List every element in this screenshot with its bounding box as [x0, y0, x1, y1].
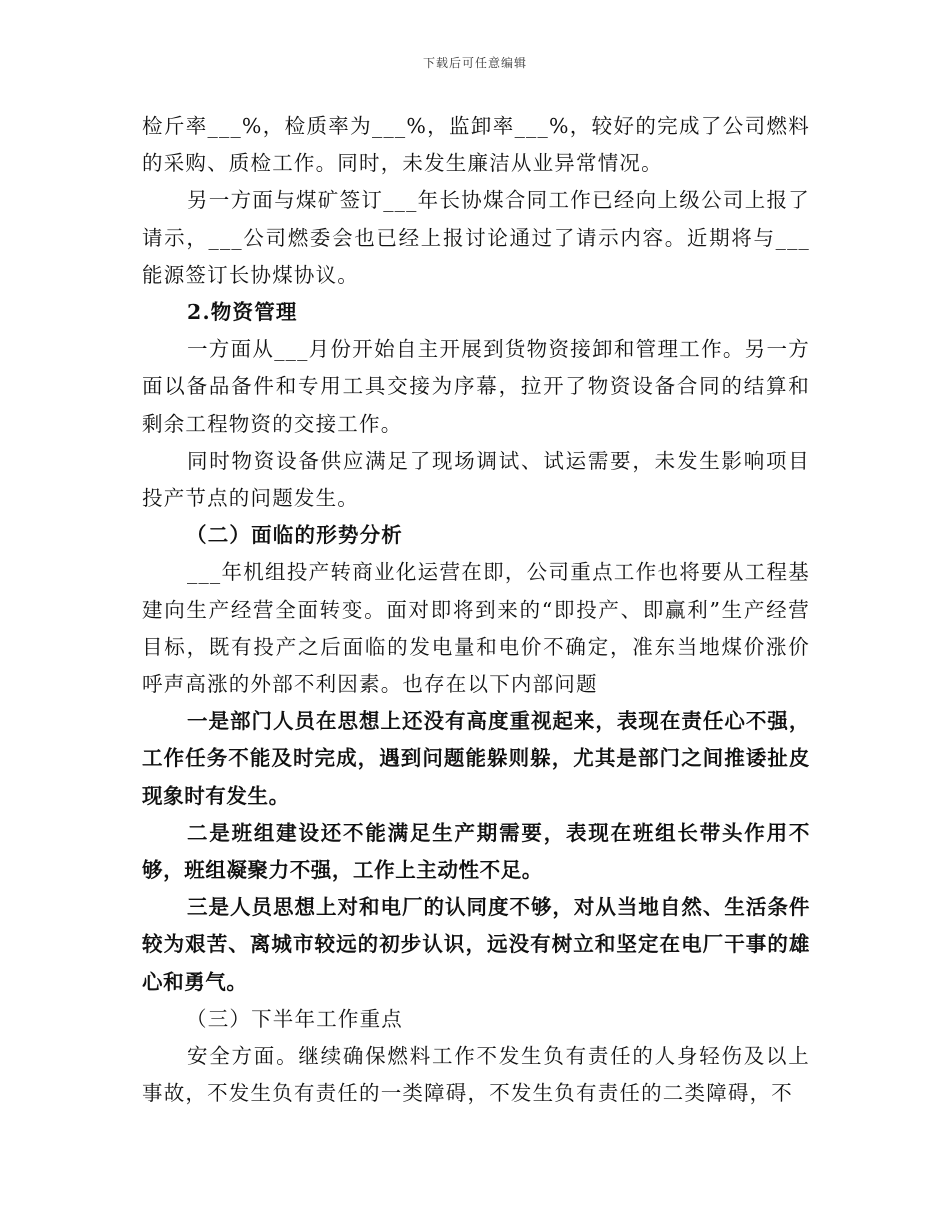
- paragraph-fuel-inspection-rates: 检斤率___%，检质率为___%，监卸率___%，较好的完成了公司燃料的采购、质检工作。同时，未发生廉洁从业异常情况。: [142, 114, 810, 176]
- paragraph-safety-focus: 安全方面。继续确保燃料工作不发生负有责任的人身轻伤及以上事故，不发生负有责任的一类障碍，不发生负有责任的二类障碍，不: [142, 1044, 810, 1106]
- section-heading-situation-analysis: （二）面临的形势分析: [186, 523, 403, 548]
- paragraph-issue-two: 二是班组建设还不能满足生产期需要，表现在班组长带头作用不够，班组凝聚力不强，工作上主动性不足。: [142, 820, 810, 883]
- page-header: 下载后可任意编辑: [422, 56, 527, 70]
- document-body: [142, 108, 810, 1112]
- paragraph-situation-overview: ___年机组投产转商业化运营在即，公司重点工作也将要从工程基建向生产经营全面转变。面对即将到来的“即投产、即赢利”生产经营目标，既有投产之后面临的发电量和电价不确定，准东当地煤价涨价呼声高涨的外部不利因素。也存在以下内部问题: [142, 560, 810, 697]
- paragraph-long-term-coal-contract: 另一方面与煤矿签订___年长协煤合同工作已经向上级公司上报了请示，___公司燃委会也已经上报讨论通过了请示内容。近期将与___能源签订长协煤协议。: [142, 188, 810, 287]
- paragraph-issue-one: 一是部门人员在思想上还没有高度重视起来，表现在责任心不强，工作任务不能及时完成，遇到问题能躲则躲，尤其是部门之间推诿扯皮现象时有发生。: [142, 709, 810, 808]
- paragraph-materials-supply: 同时物资设备供应满足了现场调试、试运需要，未发生影响项目投产节点的问题发生。: [142, 448, 810, 511]
- section-heading-second-half-focus: （三）下半年工作重点: [186, 1006, 403, 1031]
- paragraph-materials-handover: 一方面从___月份开始自主开展到货物资接卸和管理工作。另一方面以备品备件和专用工具交接为序幕，拉开了物资设备合同的结算和剩余工程物资的交接工作。: [142, 337, 810, 436]
- section-heading-materials-management: 2.物资管理: [187, 300, 298, 325]
- paragraph-issue-three: 三是人员思想上对和电厂的认同度不够，对从当地自然、生活条件较为艰苦、离城市较远的初步认识，远没有树立和坚定在电厂干事的雄心和勇气。: [142, 895, 810, 994]
